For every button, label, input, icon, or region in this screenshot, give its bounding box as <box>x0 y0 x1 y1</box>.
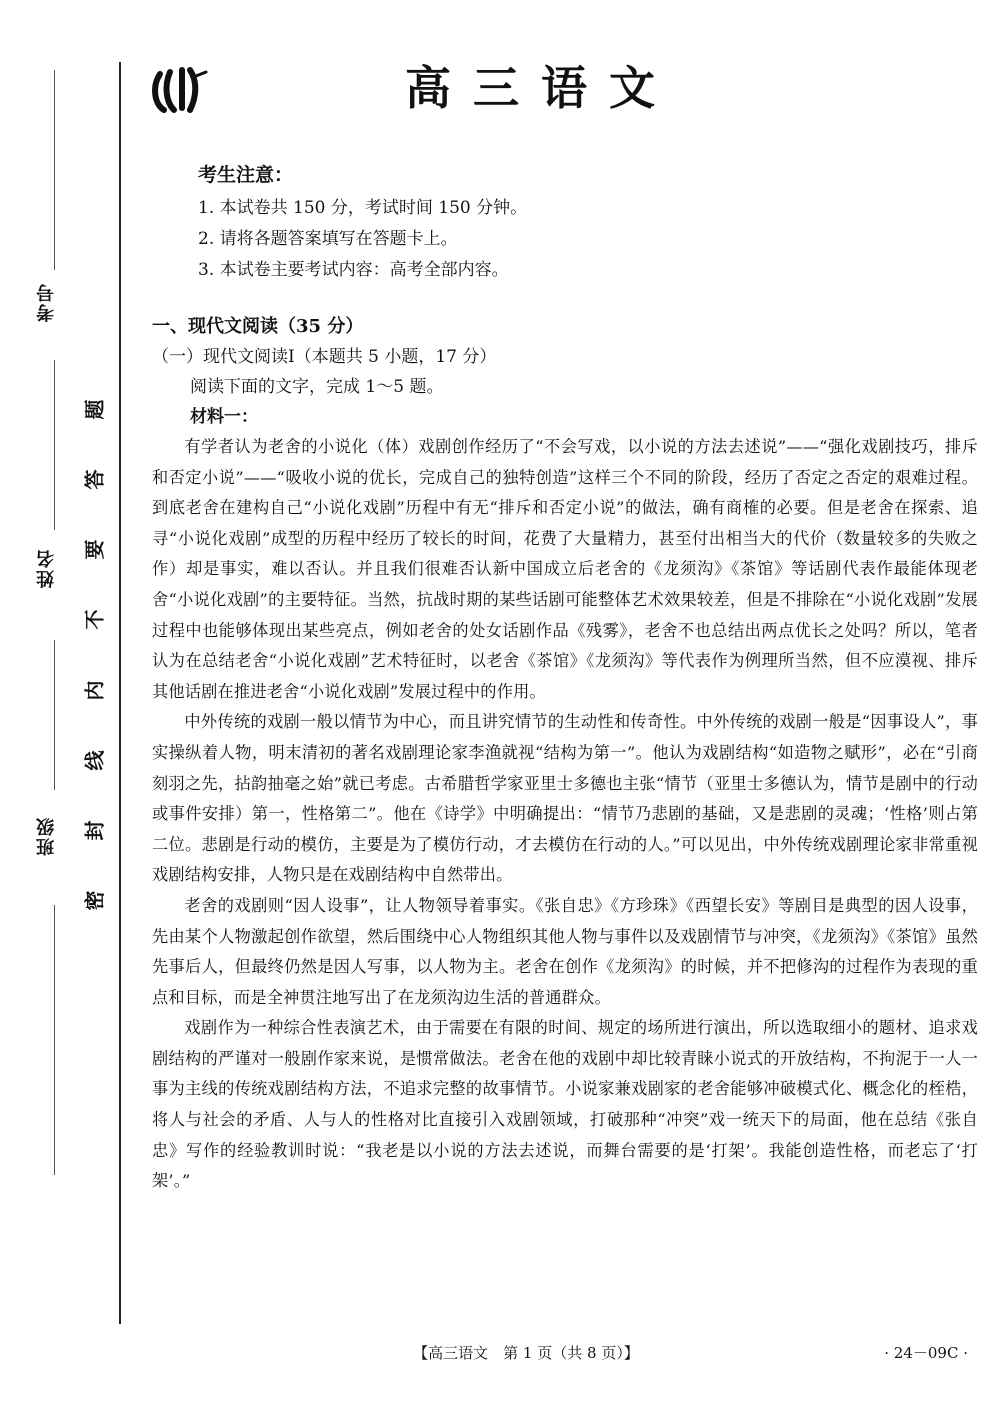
bottom-field-line <box>54 905 55 1175</box>
seal-char: 不 <box>82 609 107 630</box>
subsection-title: （一）现代文阅读Ⅰ（本题共 5 小题，17 分） <box>152 347 497 367</box>
exam-no-label: 考号 <box>36 282 57 322</box>
seal-char: 答 <box>82 469 107 490</box>
material-label: 材料一： <box>190 407 258 427</box>
instruction: 阅读下面的文字，完成 1～5 题。 <box>190 377 444 397</box>
name-field-line <box>54 360 55 530</box>
seal-char: 线 <box>82 750 107 771</box>
notice-item: 1. 本试卷共 150 分，考试时间 150 分钟。 <box>198 198 528 218</box>
paragraph: 戏剧作为一种综合性表演艺术，由于需要在有限的时间、规定的场所进行演出，所以选取细小的题材、追求戏剧结构的严谨对一般剧作家来说，是惯常做法。老舍在他的戏剧中却比较青睐小说式的开放结构，不拘泥于一人一事为主线的传统戏剧结构方法，不追求完整的故事情节。小说家兼戏剧家的老舍能够冲破模式化、概念化的桎梏，将人与社会的矛盾、人与人的性格对比直接引入戏剧领域，打破那种“冲突”戏一统天下的局面，他在总结《张自忠》写作的经验教训时说：“我老是以小说的方法去述说，而舞台需要的是‘打架’。我能创造性格，而老忘了‘打架’。” <box>152 1018 978 1191</box>
seal-char: 封 <box>82 820 107 841</box>
page-title: 高三语文 <box>405 61 677 115</box>
binding-line <box>119 62 121 1324</box>
name-label: 姓名 <box>36 548 57 588</box>
seal-char: 密 <box>82 890 107 911</box>
class-field-line <box>54 640 55 790</box>
paragraph: 有学者认为老舍的小说化（体）戏剧创作经历了“不会写戏，以小说的方法去述说”——“强化戏剧技巧，排斥和否定小说”——“吸收小说的优长，完成自己的独特创造”这样三个不同的阶段，经历了否定之否定的艰难过程。到底老舍在建构自己“小说化戏剧”历程中有无“排斥和否定小说”的做法，确有商榷的必要。但是老舍在探索、追寻“小说化戏剧”成型的历程中经历了较长的时间，花费了大量精力，甚至付出相当大的代价（数量较多的失败之作）却是事实，难以否认。并且我们很难否认新中国成立后老舍的《龙须沟》《茶馆》等话剧代表作最能体现老舍“小说化戏剧”的主要特征。当然，抗战时期的某些话剧可能整体艺术效果较差，但是不排除在“小说化戏剧”发展过程中也能够体现出某些亮点，例如老舍的处女话剧作品《残雾》，老舍不也总结出两点优长之处吗？所以，笔者认为在总结老舍“小说化戏剧”艺术特征时，以老舍《茶馆》《龙须沟》等代表作为例理所当然，但不应漠视、排斥其他话剧在推进老舍“小说化戏剧”发展过程中的作用。 <box>152 437 978 701</box>
notice-item: 2. 请将各题答案填写在答题卡上。 <box>198 229 458 249</box>
notice-title: 考生注意： <box>198 164 294 186</box>
paragraph: 老舍的戏剧则“因人设事”，让人物领导着事实。《张自忠》《方珍珠》《西望长安》等剧目是典型的因人设事，先由某个人物激起创作欲望，然后围绕中心人物组织其他人物与事件以及戏剧情节与冲突，《龙须沟》《茶馆》虽然先事后人，但最终仍然是因人写事，以人物为主。老舍在创作《龙须沟》的时候，并不把修沟的过程作为表现的重点和目标，而是全神贯注地写出了在龙须沟边生活的普通群众。 <box>152 895 978 1007</box>
seal-line-notice <box>80 395 106 915</box>
exam-code: · 24－09C · <box>884 1344 968 1362</box>
class-label: 班级 <box>36 816 57 856</box>
page-footer: 【高三语文 第 1 页（共 8 页）】 <box>413 1344 639 1362</box>
seal-char: 要 <box>82 539 107 560</box>
paragraph: 中外传统的戏剧一般以情节为中心，而且讲究情节的生动性和传奇性。中外传统的戏剧一般是“因事设人”，事实操纵着人物，明末清初的著名戏剧理论家李渔就视“结构为第一”。他认为戏剧结构“如造物之赋形”，必在“引商刻羽之先，拈韵抽毫之始”就已考虑。古希腊哲学家亚里士多德也主张“情节（亚里士多德认为，情节是剧中的行动或事件安排）第一，性格第二”。他在《诗学》中明确提出：“情节乃悲剧的基础，又是悲剧的灵魂；‘性格’则占第二位。悲剧是行动的模仿，主要是为了模仿行动，才去模仿在行动的人。”可以见出，中外传统戏剧理论家非常重视戏剧结构安排，人物只是在戏剧结构中自然带出。 <box>152 712 978 885</box>
reading-section <box>152 312 978 1197</box>
seal-char: 题 <box>82 399 107 420</box>
candidate-notice <box>198 160 527 286</box>
section-title: 一、现代文阅读（35 分） <box>152 316 364 337</box>
seal-char: 内 <box>82 680 107 701</box>
notice-item: 3. 本试卷主要考试内容：高考全部内容。 <box>198 260 509 280</box>
